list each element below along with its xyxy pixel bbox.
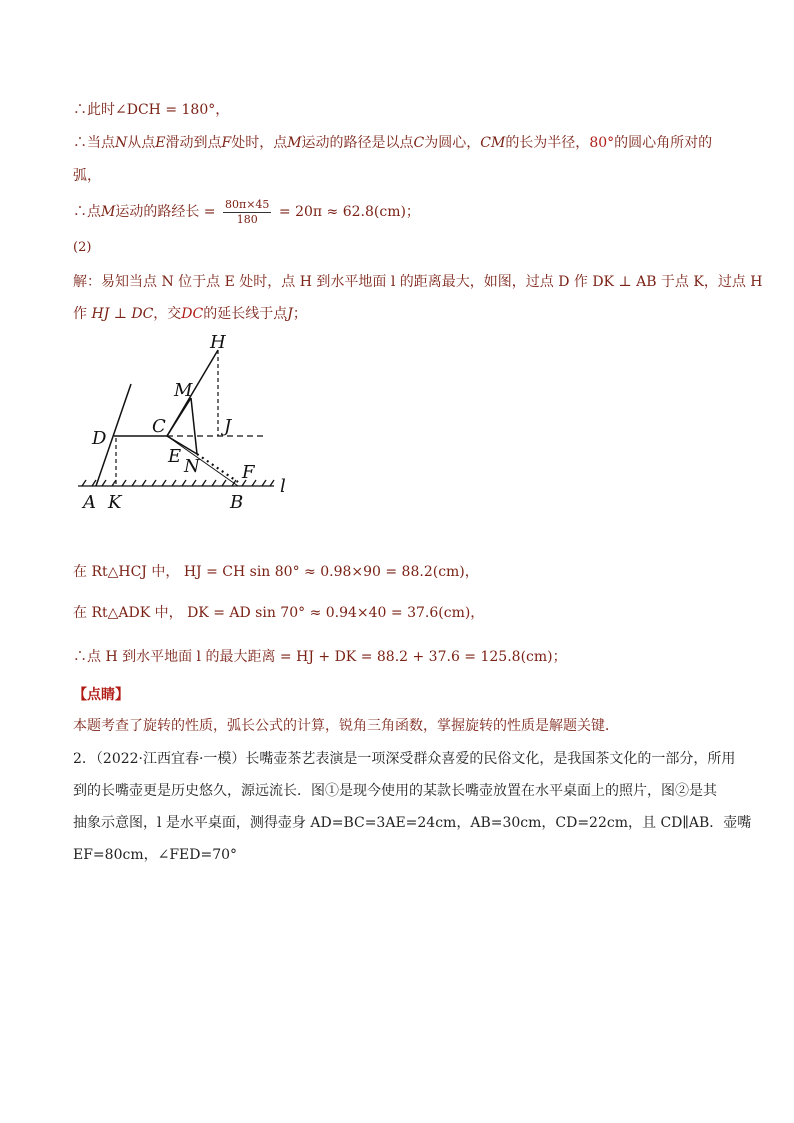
line-dk-calc: 在 Rt△ADK 中， DK = AD sin 70° ≈ 0.94×40 = 37.6(cm)， bbox=[73, 605, 485, 621]
label-h: H bbox=[210, 332, 226, 353]
label-f: F bbox=[242, 462, 255, 483]
label-a: A bbox=[83, 492, 96, 513]
segment-cm bbox=[167, 398, 191, 436]
dianjing-summary: 本题考查了旋转的性质，弧长公式的计算，锐角三角函数，掌握旋转的性质是解题关键． bbox=[73, 718, 619, 734]
question-2-line-2: 到的长嘴壶更是历史悠久，源远流长．图①是现今使用的某款长嘴壶放置在水平桌面上的照片，图②是其 bbox=[73, 783, 717, 799]
question-2-line-3: 抽象示意图，l 是水平桌面，测得壶身 AD=BC=3AE=24cm，AB=30cm，CD=22cm，且 CD∥AB．壶嘴 bbox=[73, 815, 752, 831]
geometry-figure bbox=[70, 322, 310, 522]
label-b: B bbox=[230, 492, 244, 513]
label-l: l bbox=[280, 476, 286, 497]
line-perpendicular: 作 HJ ⊥ DC，交DC的延长线于点J； bbox=[73, 306, 307, 322]
label-j: J bbox=[224, 416, 232, 437]
segment-mn bbox=[191, 398, 197, 454]
segment-eb-dotted bbox=[197, 454, 238, 482]
label-c: C bbox=[152, 416, 166, 437]
label-d: D bbox=[92, 428, 107, 449]
fraction: $\frac{80\pi\times 45}{180}$ bbox=[224, 197, 270, 226]
line-max-distance: ∴点 H 到水平地面 l 的最大距离 = HJ + DK = 88.2 + 37.6 = 125.8(cm)； bbox=[73, 649, 567, 665]
part-2-marker: (2) bbox=[73, 240, 92, 255]
dianjing-heading: 【点睛】 bbox=[73, 687, 129, 703]
question-2-line-1: 2．（2022·江西宜春·一模）长嘴壶茶艺表演是一项深受群众喜爱的民俗文化，是我国茶文化的一部分，所用 bbox=[73, 751, 736, 767]
line-arc: 弧， bbox=[73, 168, 101, 184]
line-path-length: ∴点M运动的路经长 = $\frac{80\pi\times 45}{180}$ = 20π ≈ 62.8(cm)； bbox=[73, 197, 420, 226]
line-path-description: ∴当点N从点E滑动到点F处时，点M运动的路径是以点C为圆心，CM的长为半径，80°的圆心角所对的 bbox=[73, 135, 713, 151]
label-n: N bbox=[184, 456, 200, 477]
label-e: E bbox=[168, 446, 182, 467]
label-k: K bbox=[108, 492, 122, 513]
question-2-line-4: EF=80cm，∠FED=70° bbox=[73, 847, 238, 863]
line-angle-dch: ∴此时∠DCH = 180°， bbox=[73, 102, 230, 118]
line-hj-calc: 在 Rt△HCJ 中， HJ = CH sin 80° ≈ 0.98×90 = 88.2(cm)， bbox=[73, 564, 479, 580]
line-solution-intro: 解：易知当点 N 位于点 E 处时，点 H 到水平地面 l 的距离最大，如图，过点 D 作 DK ⊥ AB 于点 K，过点 H bbox=[73, 274, 763, 290]
label-m: M bbox=[174, 380, 193, 401]
